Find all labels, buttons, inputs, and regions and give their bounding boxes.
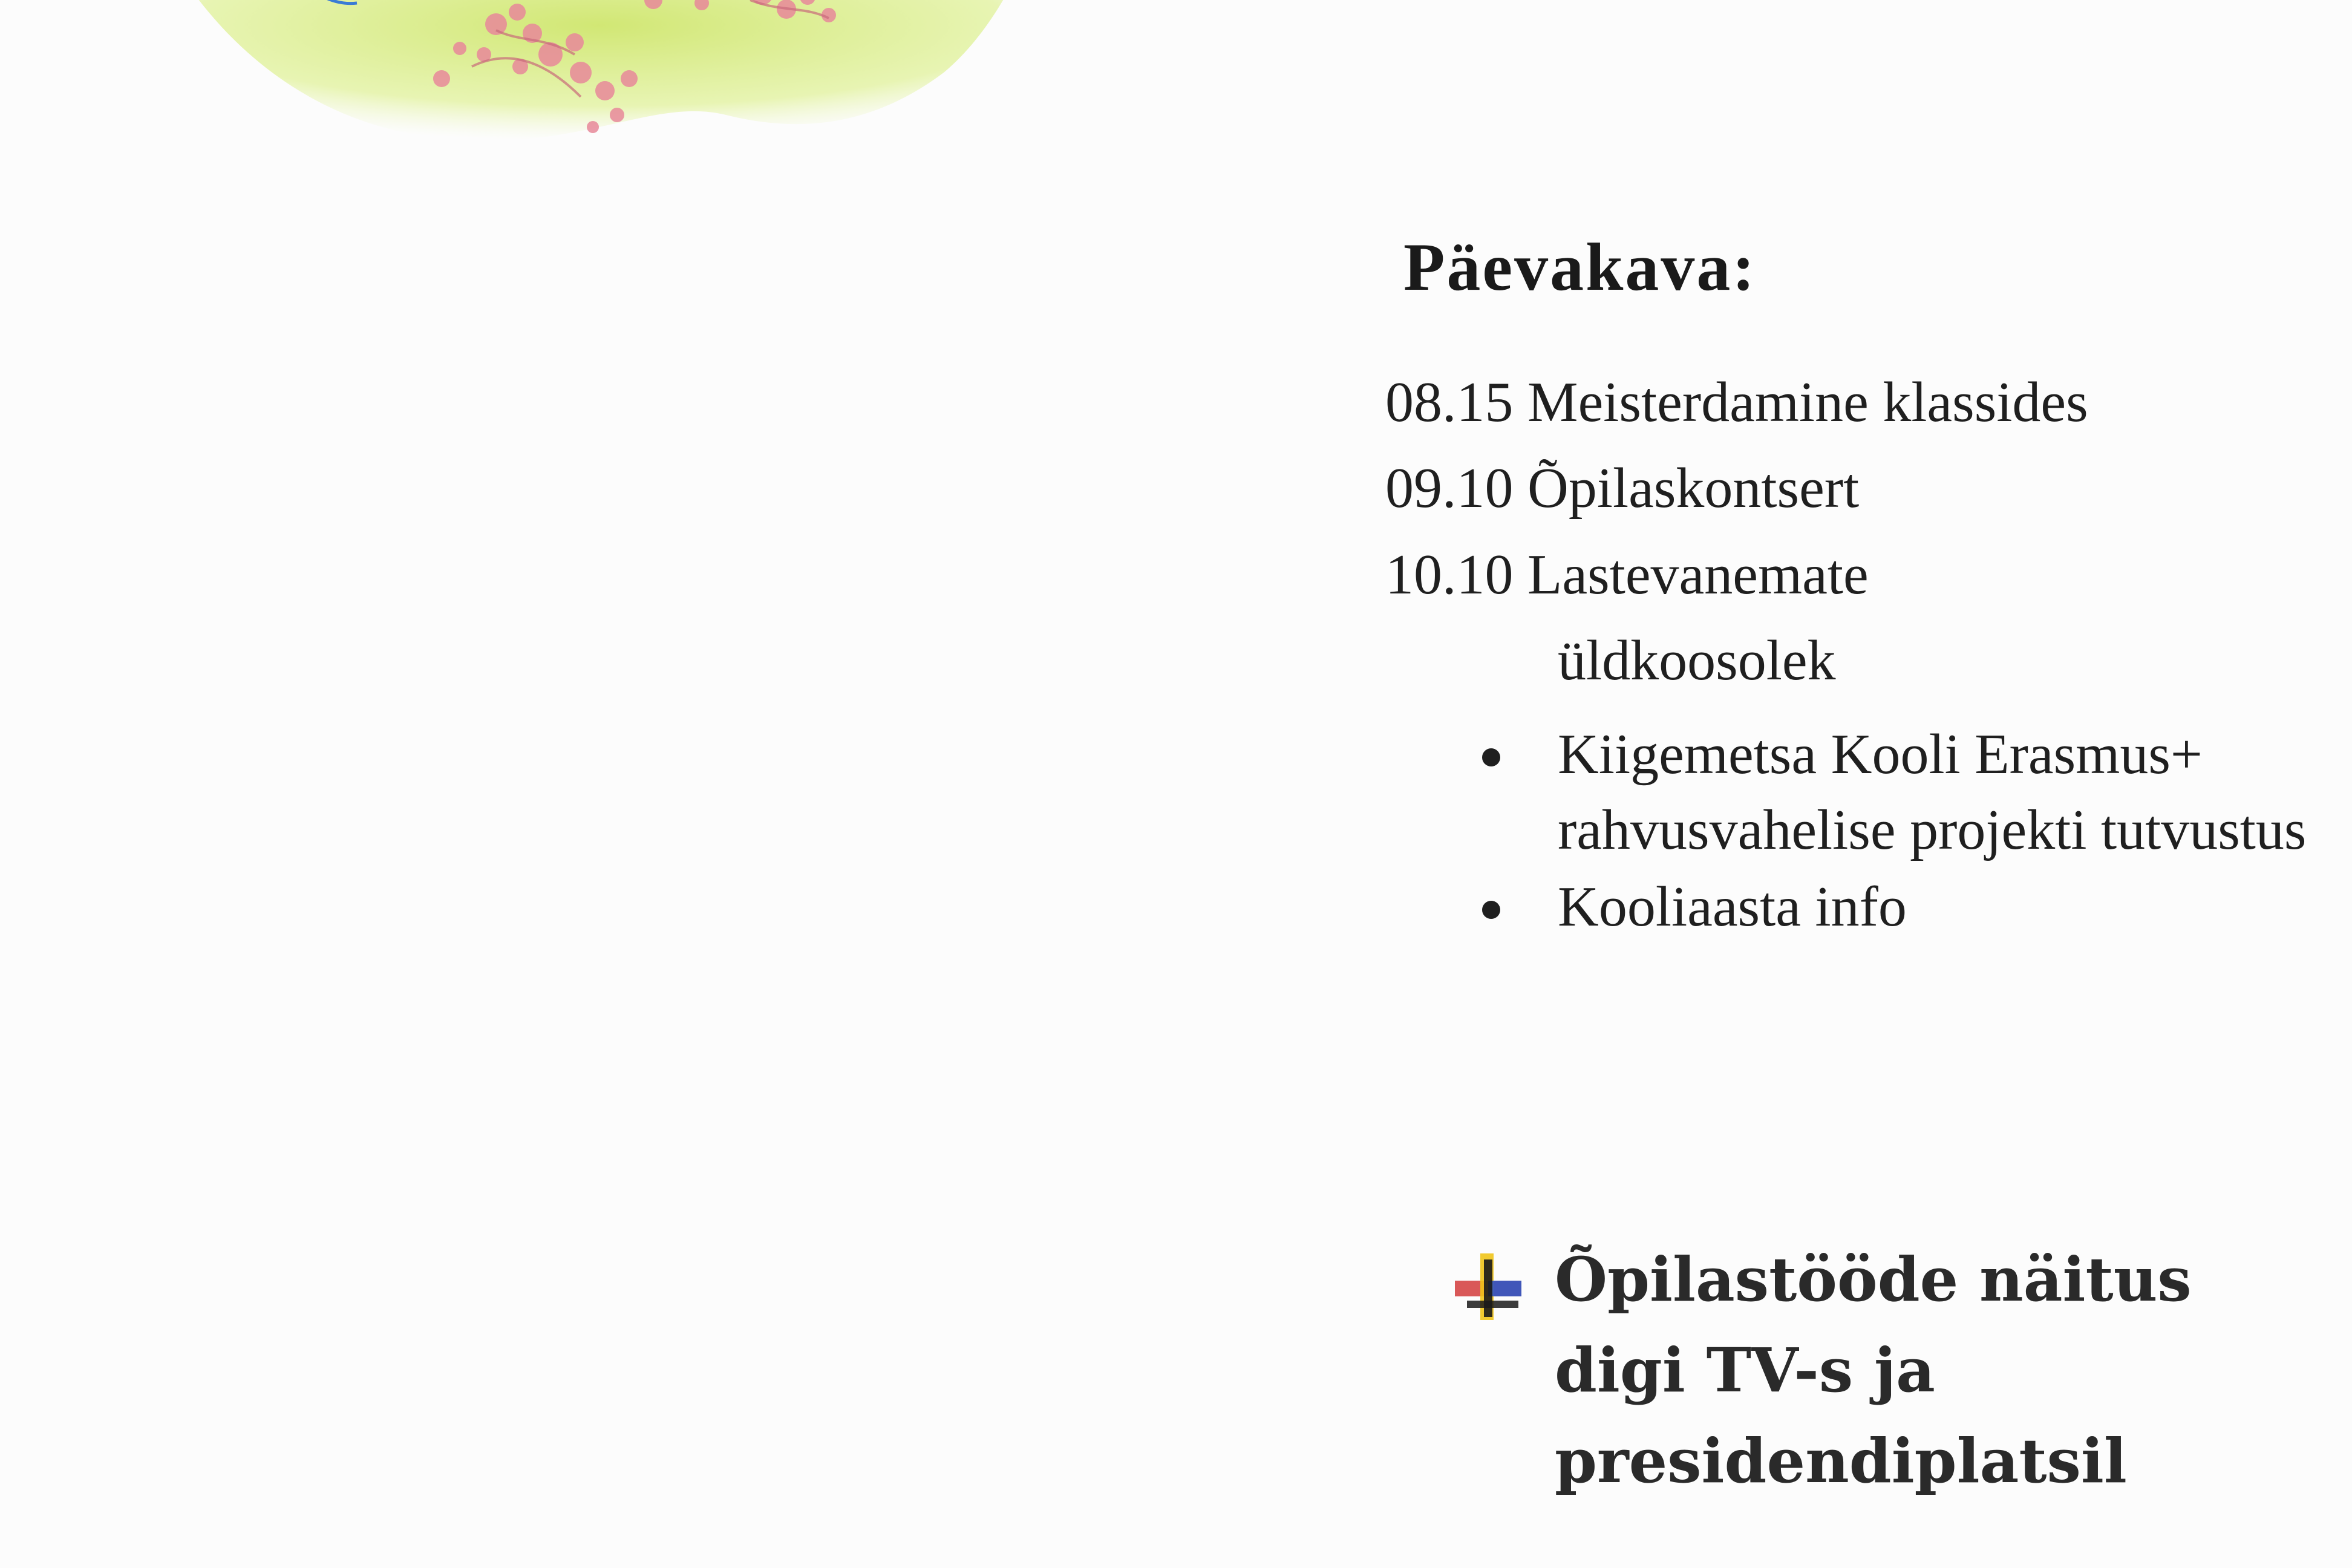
list-item xyxy=(1476,869,2311,945)
schedule-item-1010-continuation: üldkoosolek xyxy=(1558,629,1836,692)
schedule-item-0910: 09.10 Õpilaskontsert xyxy=(1385,457,1860,520)
schedule-item-0815: 08.15 Meisterdamine klassides xyxy=(1385,371,2088,434)
exhibit-line-2: digi TV-s ja xyxy=(1555,1334,1935,1406)
page-title: Päevakava: xyxy=(1403,230,1757,305)
exhibit-text xyxy=(1555,1234,2220,1506)
exhibit-line-1: Õpilastööde näitus xyxy=(1555,1244,2192,1315)
bullet-icon xyxy=(1482,901,1500,919)
exhibit-line-3: presidendiplatsil xyxy=(1555,1425,2127,1497)
list-item xyxy=(1476,717,2311,868)
list-item-text: Kiigemetsa Kooli Erasmus+ rahvusvahelise projekti tutvustus xyxy=(1558,723,2307,861)
schedule-item-1010: 10.10 Lastevanemate xyxy=(1385,543,1869,606)
plus-icon xyxy=(1455,1253,1521,1320)
list-item-text: Kooliaasta info xyxy=(1558,875,1907,938)
agenda-bullet-list xyxy=(1476,717,2311,946)
bullet-icon xyxy=(1482,748,1500,766)
watercolor-decoration xyxy=(157,0,1065,157)
